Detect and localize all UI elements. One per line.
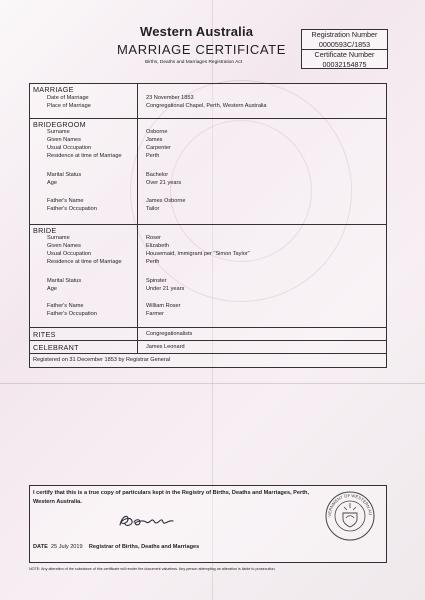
field-label: Father's Name: [47, 303, 84, 309]
field-value: Perth: [146, 259, 160, 265]
column-divider: [137, 84, 138, 118]
rites-section: [30, 327, 386, 341]
field-value: Tailor: [146, 206, 160, 212]
certification-box: [29, 485, 387, 563]
certification-statement: I certify that this is a true copy of particulars kept in the Registry of Births, Deaths and Marriages, Perth, Western Australia.: [33, 490, 310, 505]
field-label: Surname: [47, 129, 70, 135]
field-label: Date of Marriage: [47, 95, 89, 101]
field-label: Given Names: [47, 243, 81, 249]
field-value: Elizabeth: [146, 243, 170, 249]
government-seal-icon: [324, 490, 376, 542]
field-label: Place of Marriage: [47, 103, 91, 109]
field-label: Given Names: [47, 137, 81, 143]
field-label: Residence at time of Marriage: [47, 153, 122, 159]
celebrant-value: James Leonard: [146, 344, 185, 350]
certificate-number-value: 00032154875: [322, 59, 367, 69]
registered-statement: Registered on 31 December 1853 by Registrar General: [33, 357, 171, 363]
state-heading: Western Australia: [140, 24, 254, 39]
document-title: MARRIAGE CERTIFICATE: [117, 42, 286, 57]
field-value: Perth: [146, 153, 160, 159]
celebrant-section: [30, 340, 386, 354]
marriage-section: [30, 84, 386, 118]
field-value: Housemaid, Immigrant per "Simon Taylor": [146, 251, 250, 257]
field-value: Osborne: [146, 129, 168, 135]
field-label: Father's Name: [47, 198, 84, 204]
registration-number-value: 0000593C/1853: [318, 39, 371, 49]
field-label: Residence at time of Marriage: [47, 259, 122, 265]
section-title-bridegroom: BRIDEGROOM: [33, 120, 86, 129]
registrar-signature: [116, 510, 186, 532]
date-label: DATE: [33, 544, 48, 550]
field-value: Over 21 years: [146, 180, 182, 186]
field-value: Spinster: [146, 278, 167, 284]
field-label: Usual Occupation: [47, 251, 92, 257]
field-label: Age: [47, 286, 57, 292]
section-title-bride: BRIDE: [33, 226, 57, 235]
field-label: Father's Occupation: [47, 206, 97, 212]
field-value: Farmer: [146, 311, 165, 317]
field-label: Usual Occupation: [47, 145, 92, 151]
certificate-form: [29, 83, 387, 368]
field-value: Roser: [146, 235, 161, 241]
column-divider: [137, 225, 138, 328]
certification-date-line: [33, 544, 199, 550]
field-value: Congregational Chapel, Perth, Western Australia: [146, 103, 267, 109]
field-value: William Roser: [146, 303, 181, 309]
field-value: 23 November 1853: [146, 95, 194, 101]
registration-number-label: Registration Number: [311, 30, 378, 39]
field-value: James: [146, 137, 163, 143]
field-label: Marital Status: [47, 278, 82, 284]
field-value: Bachelor: [146, 172, 169, 178]
bride-section: [30, 224, 386, 328]
field-label: Father's Occupation: [47, 311, 97, 317]
act-subtitle: Births, Deaths and Marriages Registration Act: [145, 60, 243, 65]
bridegroom-section: [30, 118, 386, 225]
column-divider: [137, 119, 138, 225]
alteration-notice: NOTE: Any alteration of the substance of this certificate will render the document valueless. Any person attempting an alteration is liable to prosecution.: [29, 567, 276, 571]
field-label: Age: [47, 180, 57, 186]
seal-text: VERNMENT OF WESTERN AU: [326, 492, 374, 517]
registration-box: [301, 29, 388, 69]
certificate-number-label: Certificate Number: [302, 49, 387, 60]
field-label: Surname: [47, 235, 70, 241]
section-title-celebrant: CELEBRANT: [33, 343, 79, 352]
registration-line: [30, 353, 386, 368]
field-value: Under 21 years: [146, 286, 185, 292]
rites-value: Congregationalists: [146, 331, 193, 337]
registrar-title: Registrar of Births, Deaths and Marriages: [88, 544, 200, 550]
section-title-rites: RITES: [33, 330, 56, 339]
field-value: James Osborne: [146, 198, 186, 204]
date-value: 25 July 2019: [50, 544, 83, 550]
field-value: Carpenter: [146, 145, 171, 151]
field-label: Marital Status: [47, 172, 82, 178]
section-title-marriage: MARRIAGE: [33, 85, 74, 94]
